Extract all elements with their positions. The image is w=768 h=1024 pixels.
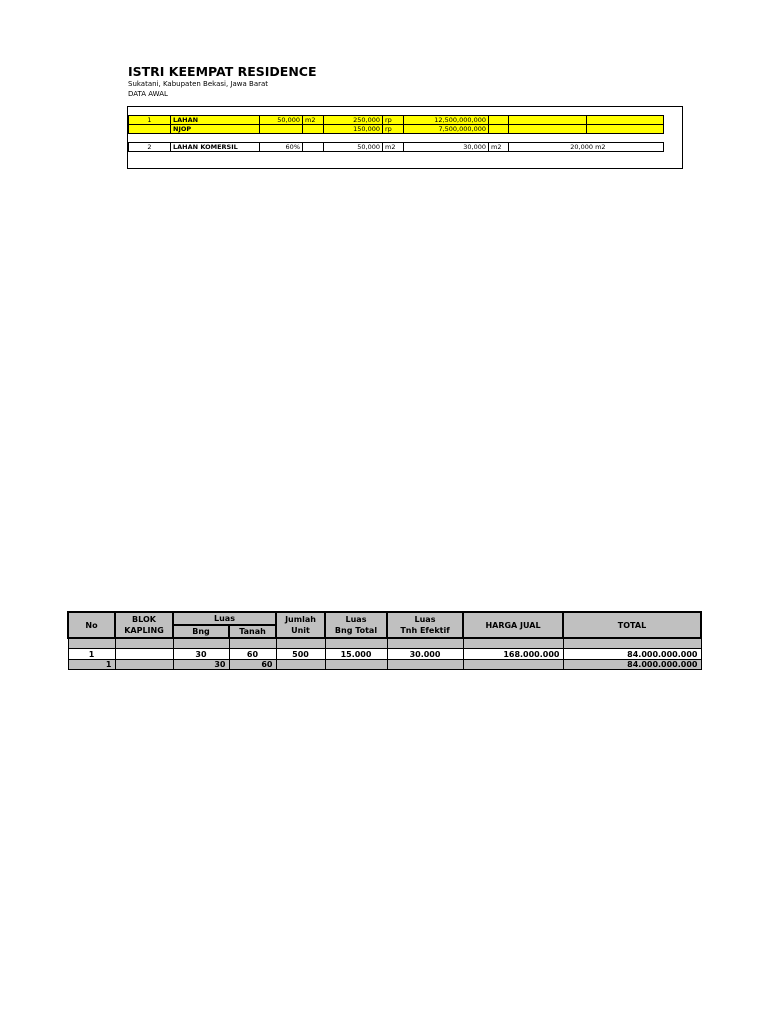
price-table — [67, 611, 702, 670]
spacer-row — [68, 638, 701, 649]
row-no — [129, 125, 171, 134]
empty-cell — [173, 638, 229, 649]
header-luas-bng-line2: Bng Total — [334, 626, 378, 635]
cell-bng: 30 — [173, 649, 229, 660]
komersil-table — [128, 142, 664, 152]
row-area-unit — [303, 125, 324, 134]
table-row — [129, 125, 664, 134]
lahan-table — [128, 115, 664, 134]
header-luas-tnh-line2: Tnh Efektif — [400, 626, 450, 635]
row-price-unit: rp — [383, 125, 404, 134]
row-label: NJOP — [171, 125, 260, 134]
row-eff-unit: m2 — [489, 143, 509, 152]
row-area-unit: m2 — [383, 143, 404, 152]
empty-cell — [463, 638, 563, 649]
empty-cell — [587, 116, 664, 125]
header-tanah: Tanah — [229, 625, 276, 638]
header-row — [68, 612, 701, 625]
header-luas-tnh-line1: Luas — [414, 615, 436, 624]
header-total: TOTAL — [563, 612, 701, 638]
cell-unit: 500 — [276, 649, 325, 660]
empty-cell — [509, 125, 587, 134]
cell-bng: 30 — [173, 660, 229, 670]
cell-tanah: 60 — [229, 660, 276, 670]
row-area: 50,000 — [324, 143, 383, 152]
empty-cell — [325, 638, 387, 649]
document-title: ISTRI KEEMPAT RESIDENCE — [128, 64, 317, 79]
location-text: Sukatani, Kabupaten Bekasi, Jawa Barat — [128, 80, 269, 88]
header-blok-line2: KAPLING — [124, 626, 164, 635]
row-area-unit: m2 — [303, 116, 324, 125]
section-label: DATA AWAL — [128, 90, 168, 98]
row-pct: 60% — [260, 143, 303, 152]
cell-tanah: 60 — [229, 649, 276, 660]
header-luas: Luas — [173, 612, 276, 625]
row-total: 7,500,000,000 — [404, 125, 489, 134]
row-no: 2 — [129, 143, 171, 152]
header-luas-tnh — [387, 612, 463, 638]
cell-total: 84.000.000.000 — [563, 660, 701, 670]
title-block — [128, 64, 317, 99]
header-jumlah-line2: Unit — [291, 626, 310, 635]
header-luas-bng-line1: Luas — [345, 615, 367, 624]
empty-cell — [387, 638, 463, 649]
table-row — [68, 660, 701, 670]
row-label: LAHAN — [171, 116, 260, 125]
table-row — [129, 116, 664, 125]
cell-luas-bng: 15.000 — [325, 649, 387, 660]
table-row — [129, 143, 664, 152]
header-jumlah — [276, 612, 325, 638]
row-eff: 30,000 — [404, 143, 489, 152]
header-luas-bng — [325, 612, 387, 638]
row-rest-unit: m2 — [595, 143, 606, 151]
cell-blok — [115, 660, 173, 670]
row-area: 50,000 — [260, 116, 303, 125]
cell-luas-tnh — [387, 660, 463, 670]
row-rest-cell — [509, 143, 664, 152]
empty-cell — [587, 125, 664, 134]
empty-cell — [509, 116, 587, 125]
cell-no: 1 — [68, 649, 115, 660]
header-no: No — [68, 612, 115, 638]
header-bng: Bng — [173, 625, 229, 638]
table-row — [68, 649, 701, 660]
empty-cell — [276, 638, 325, 649]
empty-cell — [489, 125, 509, 134]
cell-total: 84.000.000.000 — [563, 649, 701, 660]
empty-cell — [229, 638, 276, 649]
row-label: LAHAN KOMERSIL — [171, 143, 260, 152]
header-blok — [115, 612, 173, 638]
cell-harga — [463, 660, 563, 670]
empty-cell — [489, 116, 509, 125]
header-harga: HARGA JUAL — [463, 612, 563, 638]
row-area — [260, 125, 303, 134]
empty-cell — [115, 638, 173, 649]
empty-cell — [68, 638, 115, 649]
cell-luas-tnh: 30.000 — [387, 649, 463, 660]
cell-harga: 168.000.000 — [463, 649, 563, 660]
cell-luas-bng — [325, 660, 387, 670]
header-jumlah-line1: Jumlah — [285, 615, 316, 624]
cell-blok — [115, 649, 173, 660]
row-rest: 20,000 — [570, 143, 593, 151]
row-price-unit: rp — [383, 116, 404, 125]
row-no: 1 — [129, 116, 171, 125]
row-price: 150,000 — [324, 125, 383, 134]
empty-cell — [563, 638, 701, 649]
cell-unit — [276, 660, 325, 670]
cell-no: 1 — [68, 660, 115, 670]
row-total: 12,500,000,000 — [404, 116, 489, 125]
header-blok-line1: BLOK — [132, 615, 156, 624]
row-price: 250,000 — [324, 116, 383, 125]
empty-cell — [303, 143, 324, 152]
